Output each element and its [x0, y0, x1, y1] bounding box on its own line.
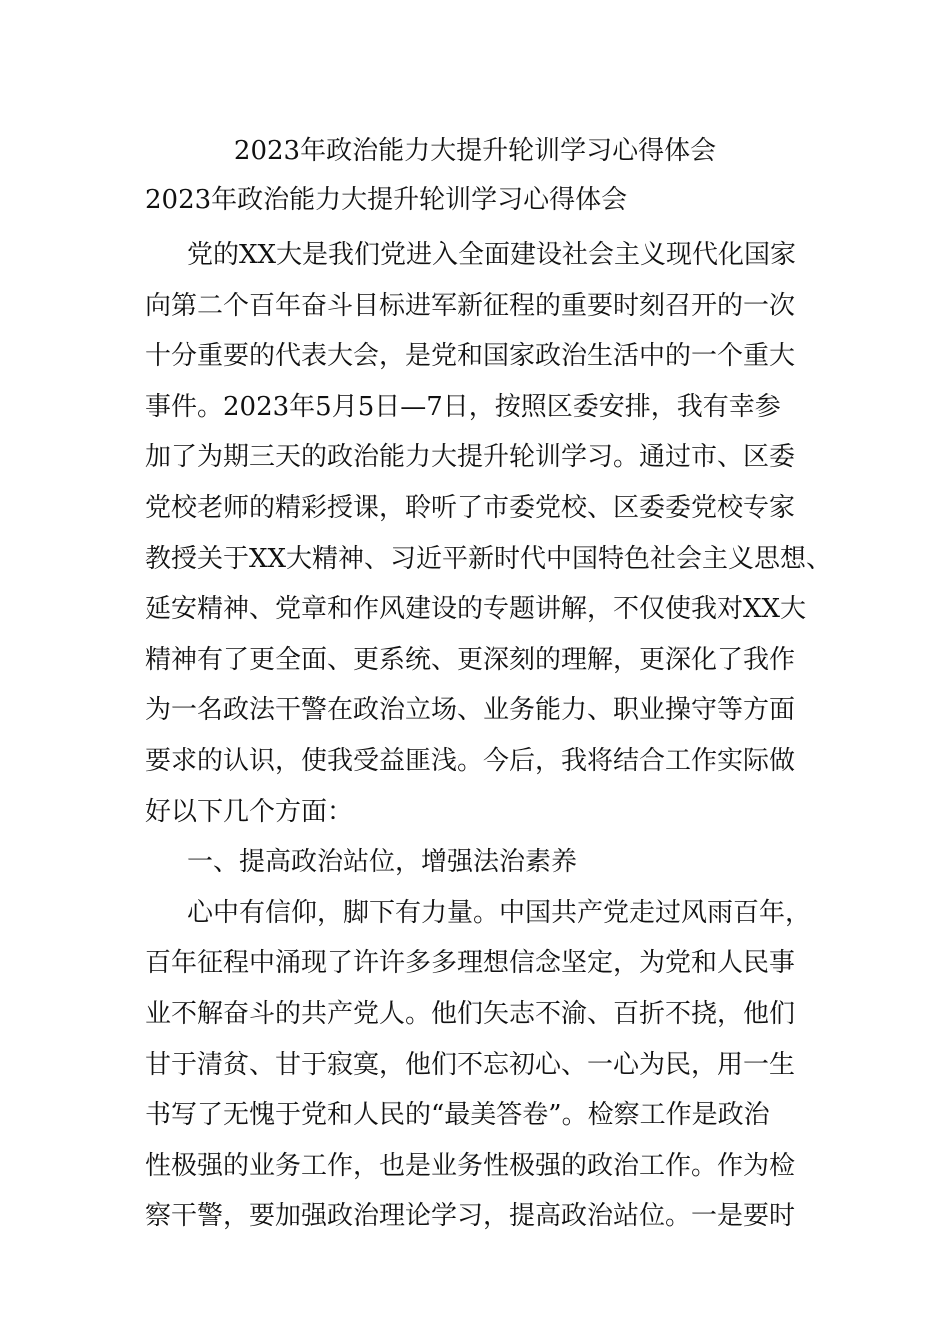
paragraph-1-line-10: 为一名政法干警在政治立场、业务能力、职业操守等方面 [145, 695, 796, 726]
paragraph-2-line-1: 心中有信仰，脚下有力量。中国共产党走过风雨百年， [187, 897, 812, 928]
paragraph-2-line-2: 百年征程中涌现了许许多多理想信念坚定，为党和人民事 [145, 948, 796, 979]
paragraph-1-line-4: 事件。2023年5月5日—7日，按照区委安排，我有幸参 [145, 391, 781, 422]
paragraph-1-line-9: 精神有了更全面、更系统、更深刻的理解，更深化了我作 [145, 644, 796, 675]
paragraph-1-line-2: 向第二个百年奋斗目标进军新征程的重要时刻召开的一次 [145, 290, 796, 321]
paragraph-1-line-12: 好以下几个方面： [145, 796, 354, 827]
paragraph-1-line-8: 延安精神、党章和作风建设的专题讲解，不仅使我对XX大 [145, 594, 807, 625]
document-subtitle: 2023年政治能力大提升轮训学习心得体会 [145, 185, 628, 215]
section-heading-1: 一、提高政治站位，增强法治素养 [187, 847, 578, 878]
paragraph-2-line-3: 业不解奋斗的共产党人。他们矢志不渝、百折不挠，他们 [145, 998, 796, 1029]
paragraph-1-line-1: 党的XX大是我们党进入全面建设社会主义现代化国家 [187, 240, 797, 270]
paragraph-1-line-11: 要求的认识，使我受益匪浅。今后，我将结合工作实际做 [145, 745, 796, 776]
paragraph-1-line-7: 教授关于XX大精神、习近平新时代中国特色社会主义思想、 [145, 543, 833, 574]
paragraph-2-line-6: 性极强的业务工作，也是业务性极强的政治工作。作为检 [145, 1150, 796, 1181]
paragraph-1-line-6: 党校老师的精彩授课，聆听了市委党校、区委委党校专家 [145, 492, 796, 523]
document-title: 2023年政治能力大提升轮训学习心得体会 [233, 136, 717, 166]
document-body [145, 230, 833, 1242]
paragraph-1-line-5: 加了为期三天的政治能力大提升轮训学习。通过市、区委 [145, 442, 796, 473]
paragraph-2-line-5: 书写了无愧于党和人民的“最美答卷”。检察工作是政治 [145, 1100, 770, 1131]
paragraph-2-line-4: 甘于清贫、甘于寂寞，他们不忘初心、一心为民，用一生 [145, 1049, 796, 1080]
paragraph-2-line-7: 察干警，要加强政治理论学习，提高政治站位。一是要时 [145, 1201, 796, 1232]
paragraph-1-line-3: 十分重要的代表大会，是党和国家政治生活中的一个重大 [145, 341, 796, 372]
